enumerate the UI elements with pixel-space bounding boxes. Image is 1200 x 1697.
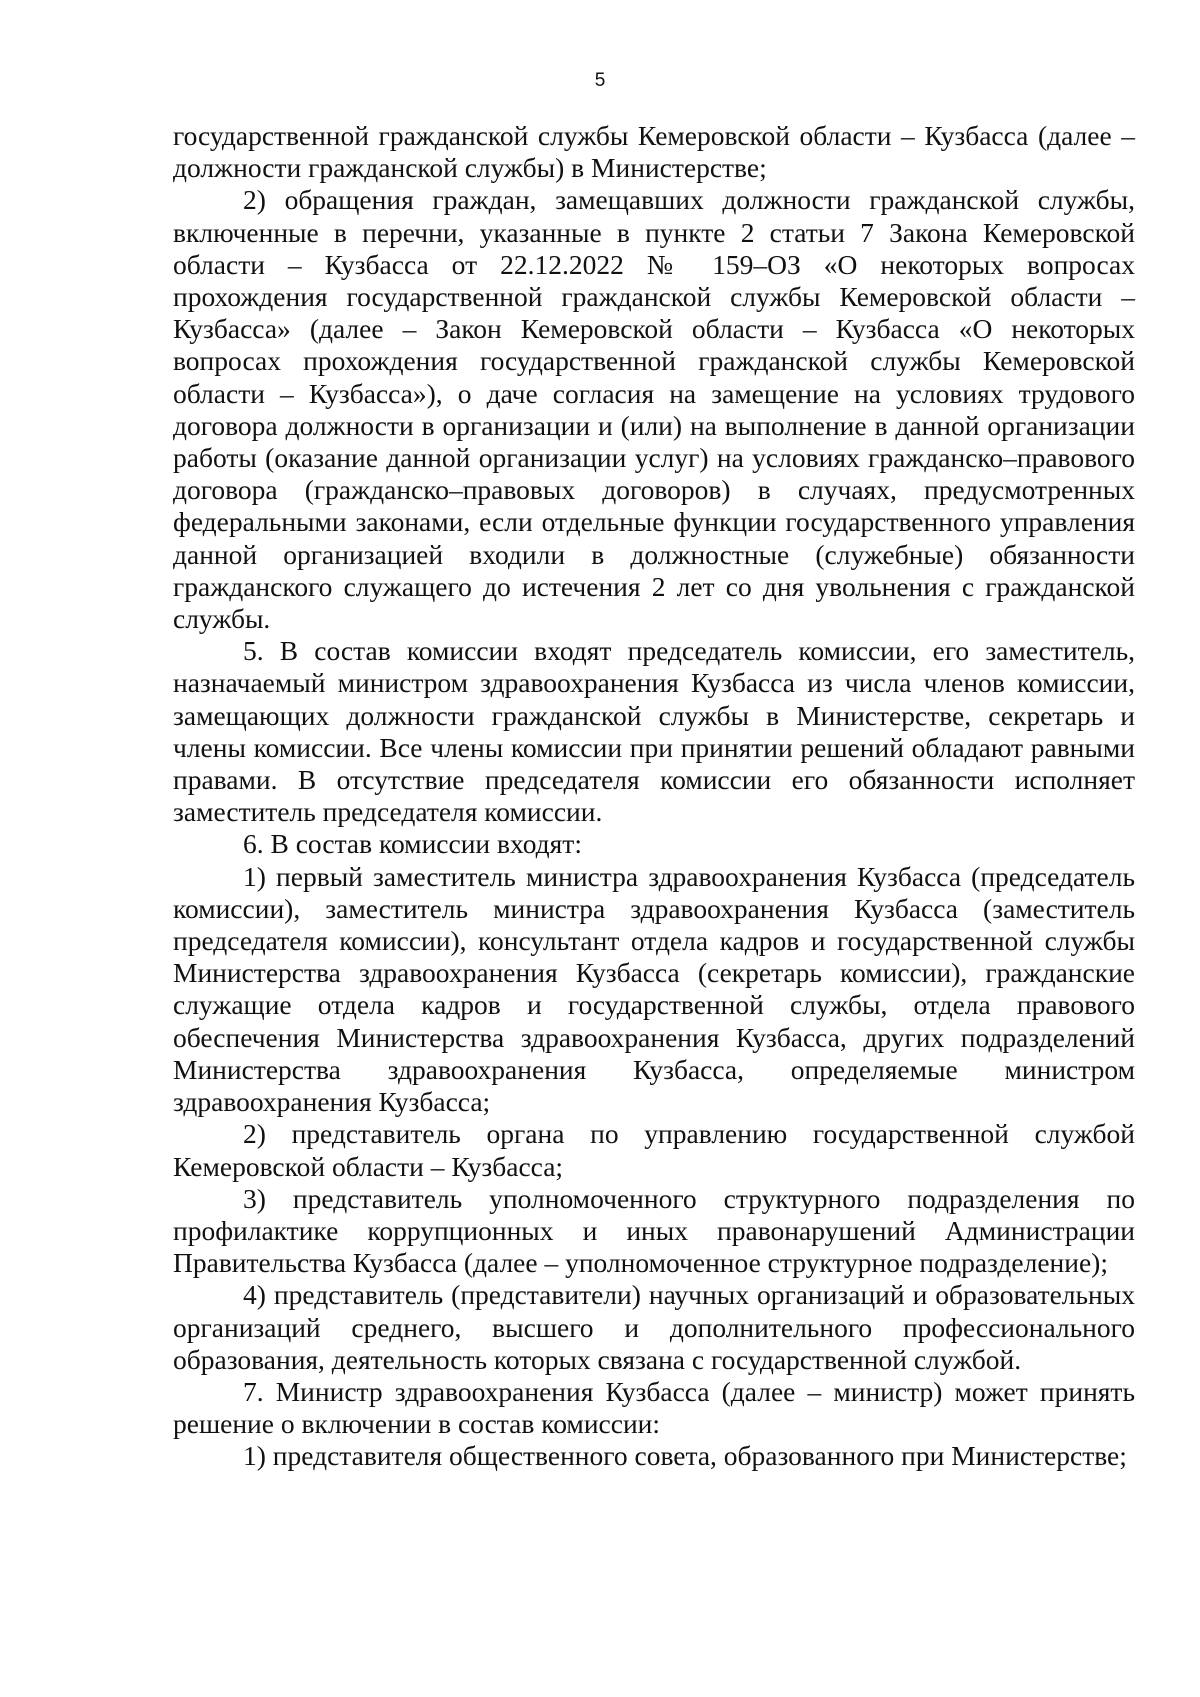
page-number: 5: [594, 70, 606, 91]
paragraph-point-6-item-2: 2) представитель органа по управлению государственной службой Кемеровской области – Кузбасса;: [173, 1118, 1135, 1182]
paragraph-point-7-heading: 7. Министр здравоохранения Кузбасса (далее – министр) может принять решение о включении в состав комиссии:: [173, 1375, 1135, 1440]
paragraph-item-2-appeals: 2) обращения граждан, замещавших должности гражданской службы, включенные в перечни, указанные в пункте 2 статьи 7 Закона Кемеровской области – Кузбасса от 22.12.2022 № 159–ОЗ «О некоторых вопросах прохождения государственной гражданской службы Кемеровской области – Кузбасса» (далее – Закон Кемеровской области – Кузбасса «О некоторых вопросах прохождения государственной гражданской службы Кемеровской области – Кузбасса»), о даче согласия на замещение на условиях трудового договора должности в организации и (или) на выполнение в данной организации работы (оказание данной организации услуг) на условиях гражданско–правового договора (гражданско–правовых договоров) в случаях, предусмотренных федеральными законами, если отдельные функции государственного управления данной организацией входили в должностные (служебные) обязанности гражданского служащего до истечения 2 лет со дня увольнения с гражданской службы.: [173, 184, 1135, 635]
document-body: [173, 120, 1135, 1473]
paragraph-point-7-item-1: 1) представителя общественного совета, образованного при Министерстве;: [243, 1440, 1127, 1472]
paragraph-point-6-heading: 6. В состав комиссии входят:: [243, 828, 582, 860]
paragraph-continuation: государственной гражданской службы Кемеровской области – Кузбасса (далее – должности гражданской службы) в Министерстве;: [173, 120, 1135, 184]
paragraph-point-6-item-4: 4) представитель (представители) научных организаций и образовательных организаций среднего, высшего и дополнительного профессионального образования, деятельность которых связана с государственной службой.: [173, 1279, 1135, 1375]
paragraph-point-6-item-1: 1) первый заместитель министра здравоохранения Кузбасса (председатель комиссии), заместитель министра здравоохранения Кузбасса (заместитель председателя комиссии), консультант отдела кадров и государственной службы Министерства здравоохранения Кузбасса (секретарь комиссии), гражданские служащие отдела кадров и государственной службы, отдела правового обеспечения Министерства здравоохранения Кузбасса, других подразделений Министерства здравоохранения Кузбасса, определяемые министром здравоохранения Кузбасса;: [173, 860, 1135, 1118]
paragraph-point-5-commission-composition: 5. В состав комиссии входят председатель комиссии, его заместитель, назначаемый министром здравоохранения Кузбасса из числа членов комиссии, замещающих должности гражданской службы в Министерстве, секретарь и члены комиссии. Все члены комиссии при принятии решений обладают равными правами. В отсутствие председателя комиссии его обязанности исполняет заместитель председателя комиссии.: [173, 635, 1135, 828]
paragraph-point-6-item-3: 3) представитель уполномоченного структурного подразделения по профилактике коррупционных и иных правонарушений Администрации Правительства Кузбасса (далее – уполномоченное структурное подразделение);: [173, 1182, 1135, 1279]
